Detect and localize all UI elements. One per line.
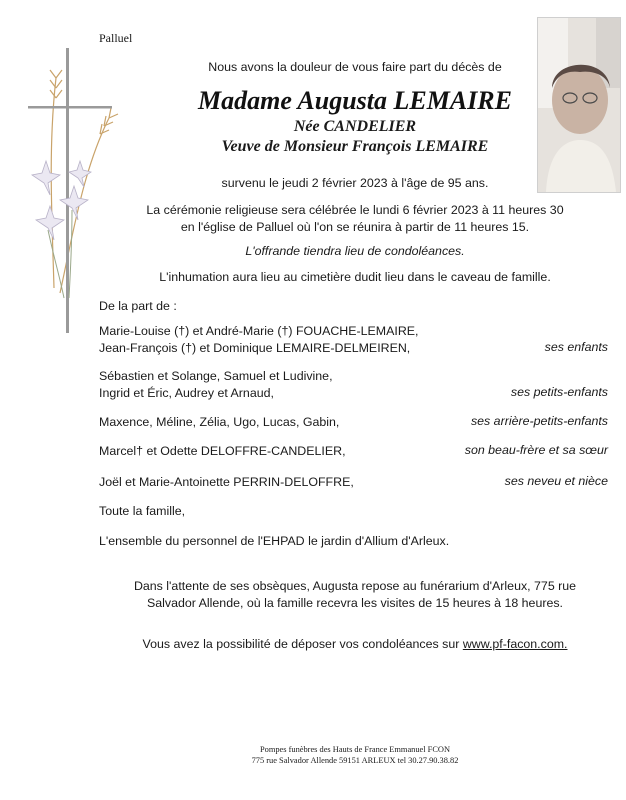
family-group [99,368,333,402]
from-label: De la part de : [99,299,177,313]
lily-flower-icon [32,161,91,240]
info-line: Salvador Allende, où la famille recevra les visites de 15 heures à 18 heures. [146,596,563,610]
wheat-icon [50,70,118,293]
cross-wheat-lily-decoration [14,48,134,338]
family-line: Ingrid et Éric, Audrey et Arnaud, [99,386,274,400]
info-line: Dans l'attente de ses obsèques, Augusta repose au funérarium d'Arleux, 775 rue [133,579,577,593]
relation-label: ses petits-enfants [510,385,608,399]
family-line: Marie-Louise (†) et André-Marie (†) FOUACHE-LEMAIRE, [99,324,419,338]
ceremony-line: La cérémonie religieuse sera célébrée le lundi 6 février 2023 à 11 heures 30 [146,203,564,217]
relation-label: ses arrière-petits-enfants [470,414,608,428]
family-group [99,474,354,491]
funeral-home-info [100,578,610,612]
announcement-intro: Nous avons la douleur de vous faire part du décès de [208,60,502,74]
family-group [99,503,185,520]
family-line: Marcel† et Odette DELOFFRE-CANDELIER, [99,444,346,458]
relation-label: ses neveu et nièce [504,474,608,488]
family-group [99,533,449,550]
condolence-note [100,637,610,651]
death-date: survenu le jeudi 2 février 2023 à l'âge de 95 ans. [221,176,489,190]
cross-icon [28,48,112,333]
maiden-name: Née CANDELIER [293,118,417,135]
footer-line: 775 rue Salvador Allende 59151 ARLEUX tel 30.27.90.38.82 [251,756,459,765]
family-group [99,414,339,431]
family-line: L'ensemble du personnel de l'EHPAD le jardin d'Allium d'Arleux. [99,534,450,548]
relation-label: son beau-frère et sa sœur [464,443,608,457]
footer-line: Pompes funèbres des Hauts de France Emmanuel FCON [259,745,451,754]
condolence-text: Vous avez la possibilité de déposer vos condoléances sur [142,637,463,651]
offering-note: L'offrande tiendra lieu de condoléances. [245,244,465,258]
family-line: Toute la famille, [99,504,186,518]
family-group [99,323,419,357]
family-group [99,443,346,460]
family-line: Maxence, Méline, Zélia, Ugo, Lucas, Gabin, [99,415,340,429]
widow-of: Veuve de Monsieur François LEMAIRE [221,138,489,155]
family-line: Jean-François (†) et Dominique LEMAIRE-DELMEIREN, [99,341,411,355]
burial-note: L'inhumation aura lieu au cimetière dudit lieu dans le caveau de famille. [159,270,551,284]
family-line: Joël et Marie-Antoinette PERRIN-DELOFFRE, [99,475,354,489]
deceased-name: Madame Augusta LEMAIRE [197,86,512,115]
relation-label: ses enfants [544,340,608,354]
ceremony-line: en l'église de Palluel où l'on se réunira à partir de 11 heures 15. [180,220,530,234]
town-name: Palluel [99,31,133,45]
condolence-website-link[interactable]: www.pf-facon.com. [462,637,568,651]
family-line: Sébastien et Solange, Samuel et Ludivine, [99,369,333,383]
funeral-home-footer [150,744,560,766]
ceremony-details [120,202,590,236]
